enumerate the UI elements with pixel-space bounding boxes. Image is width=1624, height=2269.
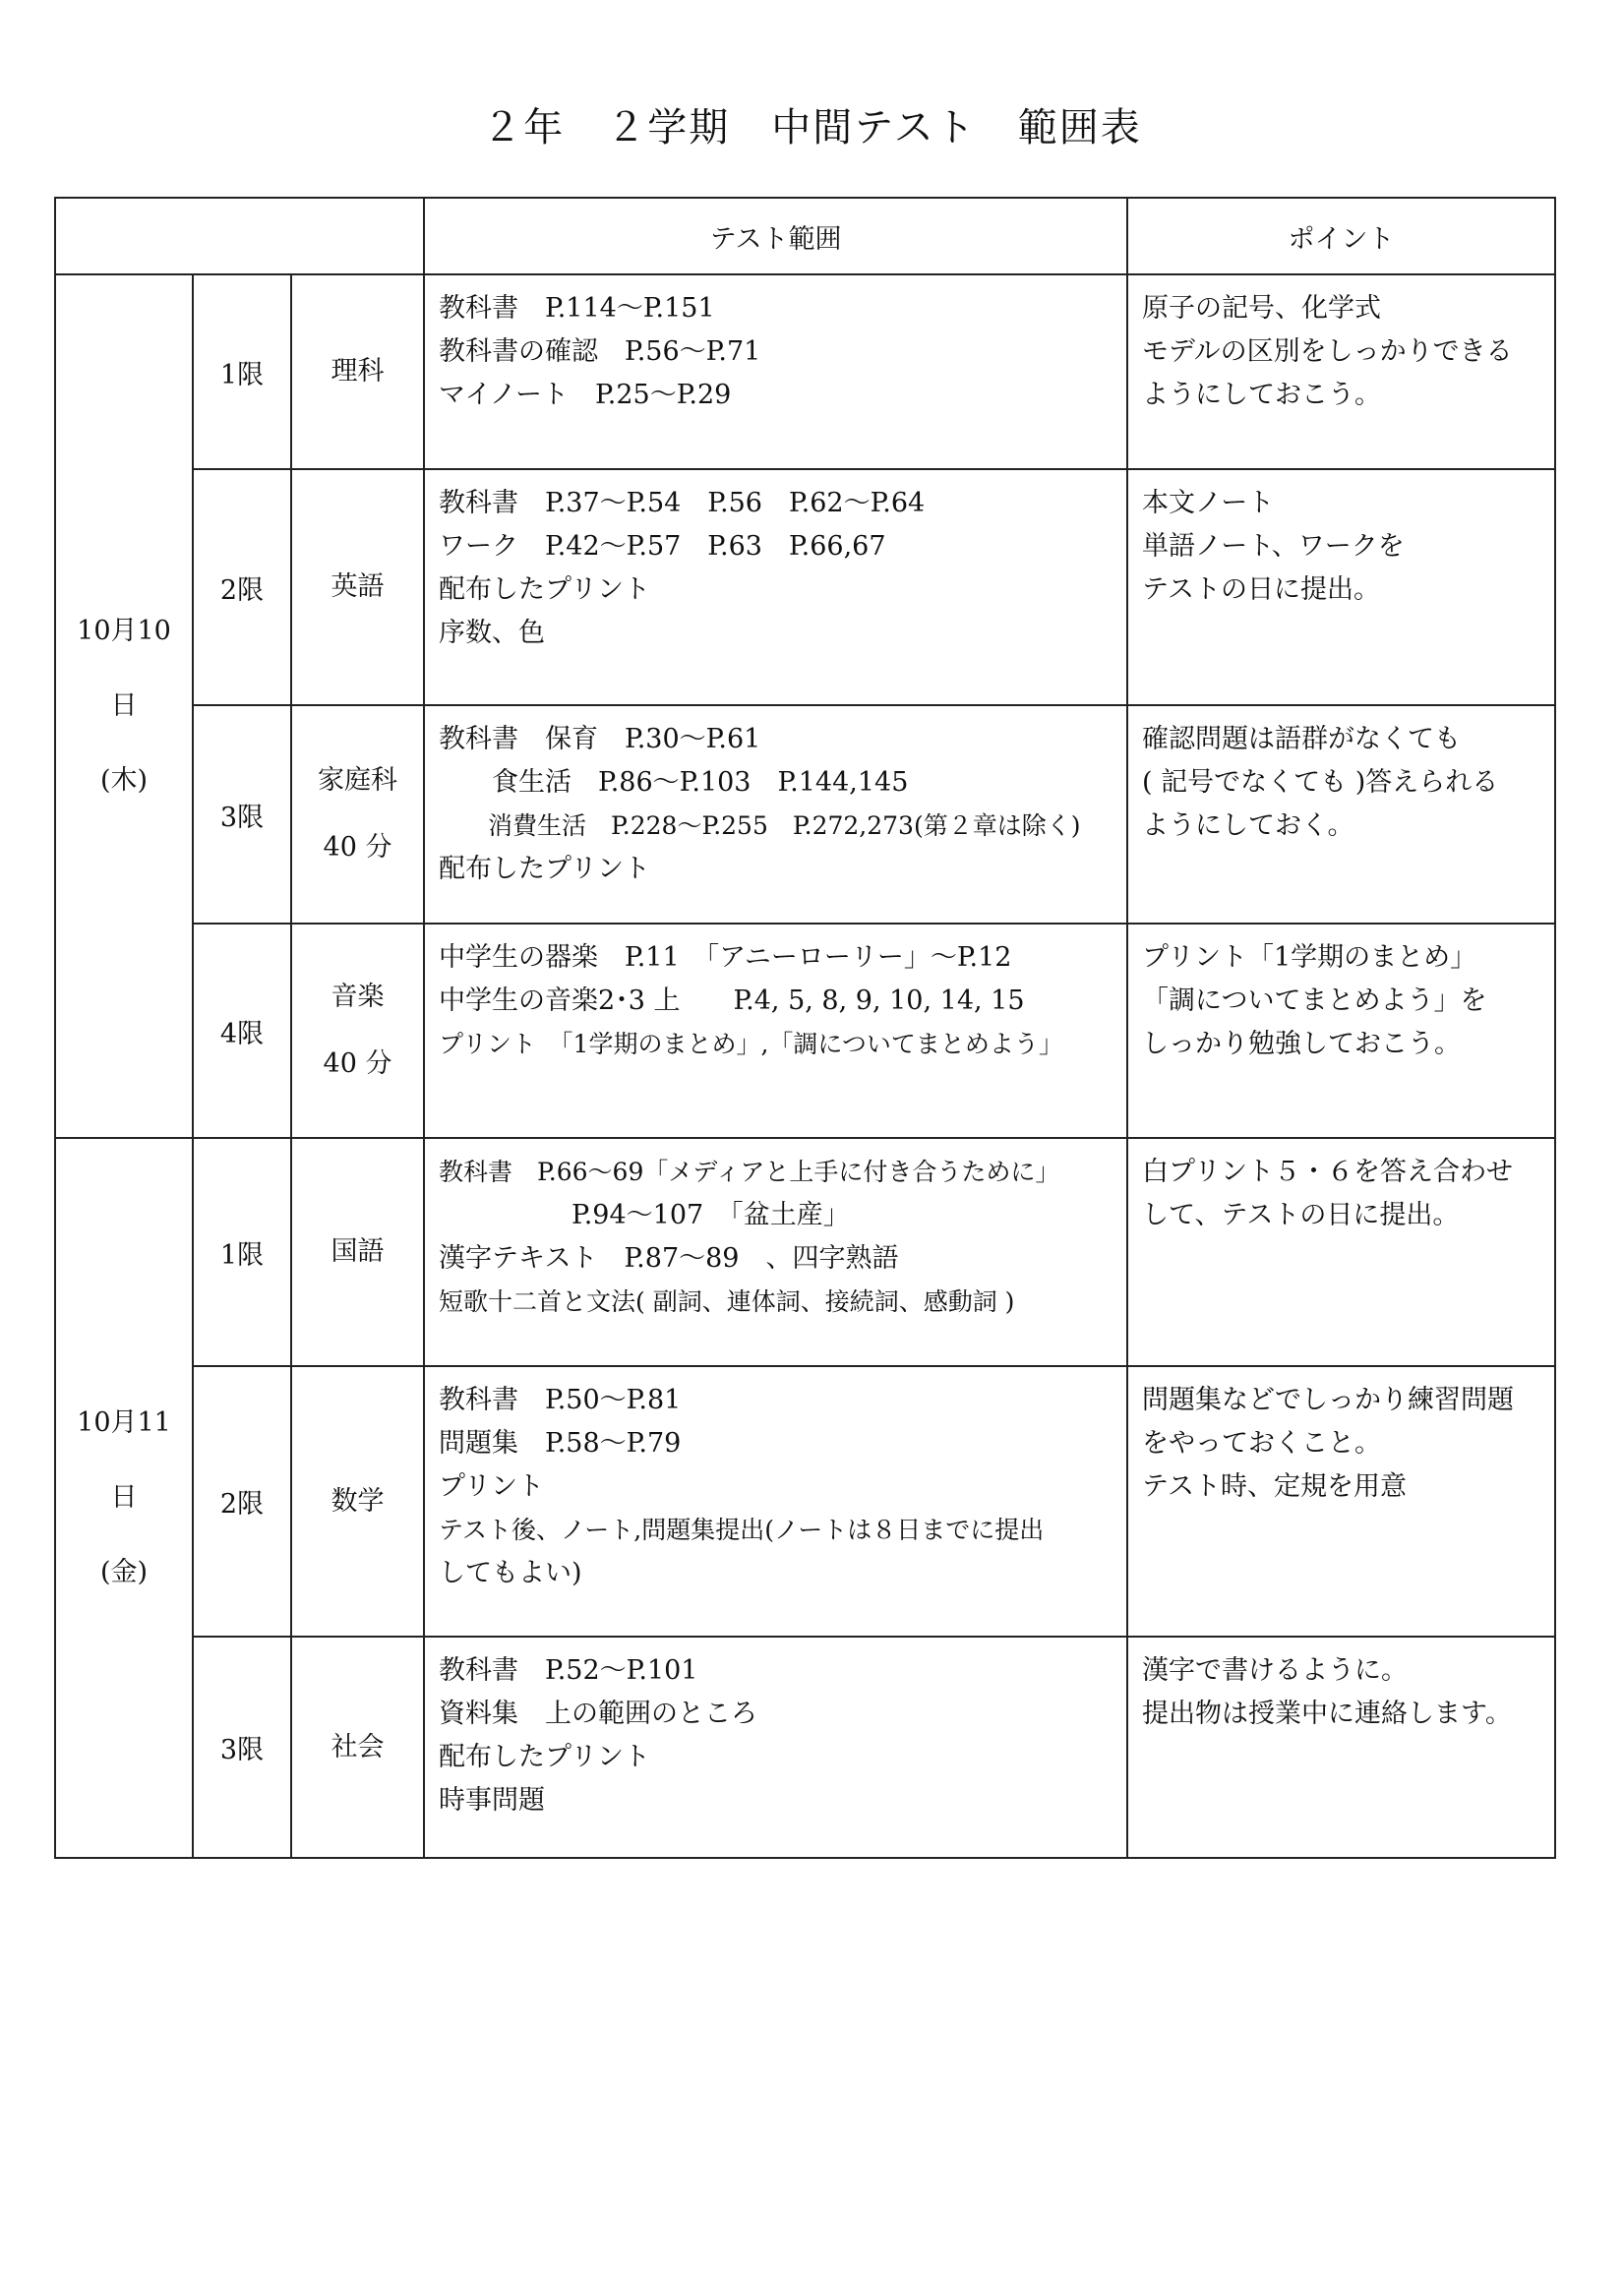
table-row [55, 1637, 1555, 1858]
scope-line: 教科書 保育 P.30～P.61 [439, 724, 761, 754]
scope-line: 教科書の確認 P.56～P.71 [439, 336, 761, 367]
point-line: プリント「1学期のまとめ」 [1142, 942, 1477, 973]
scope-cell [424, 1138, 1127, 1366]
scope-line: 教科書 P.52～P.101 [439, 1655, 698, 1686]
point-line: をやっておくこと。 [1142, 1428, 1382, 1459]
scope-line: 漢字テキスト P.87～89 、四字熟語 [439, 1243, 899, 1274]
scope-line: 教科書 P.114～P.151 [439, 293, 715, 324]
scope-line: 中学生の音楽2･3 上 P.4, 5, 8, 9, 10, 14, 15 [439, 985, 1025, 1016]
scope-line: プリント 「1学期のまとめ」,「調についてまとめよう」 [439, 1030, 1063, 1058]
period-cell: 1限 [193, 274, 291, 469]
scope-line: してもよい) [439, 1558, 582, 1588]
point-line: 白プリント５・６を答え合わせ [1142, 1157, 1513, 1187]
header-blank-cell [55, 198, 424, 274]
period-cell: 4限 [193, 924, 291, 1138]
subject-label: 国語 [331, 1236, 385, 1267]
scope-line: 配布したプリント [439, 574, 650, 605]
test-range-table [54, 197, 1556, 1859]
subject-label: 社会 [331, 1731, 385, 1762]
point-line: 原子の記号、化学式 [1142, 293, 1382, 324]
scope-line: 食生活 P.86～P.103 P.144,145 [439, 767, 909, 798]
subject-label: 音楽 [331, 982, 385, 1012]
point-cell [1127, 924, 1555, 1138]
scope-line: 時事問題 [439, 1785, 546, 1816]
subject-label: 理科 [331, 356, 385, 387]
table-row [55, 1138, 1555, 1366]
subject-english [291, 469, 424, 705]
scope-line: 序数、色 [439, 618, 546, 648]
scope-cell [424, 1366, 1127, 1637]
scope-line: 教科書 P.37～P.54 P.56 P.62～P.64 [439, 488, 926, 518]
period-cell: 1限 [193, 1138, 291, 1366]
point-cell [1127, 1138, 1555, 1366]
point-line: 問題集などでしっかり練習問題 [1142, 1385, 1515, 1415]
point-cell [1127, 1366, 1555, 1637]
table-row [55, 274, 1555, 469]
scope-line: 教科書 P.66～69「メディアと上手に付き合うために」 [439, 1158, 1060, 1186]
subject-label: 英語 [331, 571, 385, 602]
day-weekday: (金) [99, 1557, 149, 1587]
subject-label: 家庭科 [318, 765, 398, 796]
day-cell-oct10 [55, 274, 193, 1138]
point-line: モデルの区別をしっかりできる [1142, 336, 1513, 367]
scope-line: 教科書 P.50～P.81 [439, 1385, 682, 1415]
point-line: ようにしておこう。 [1142, 380, 1382, 410]
table-row [55, 1366, 1555, 1637]
day-weekday: (木) [99, 765, 149, 796]
point-cell [1127, 274, 1555, 469]
point-line: 漢字で書けるように。 [1142, 1655, 1409, 1686]
subject-label: 数学 [331, 1485, 385, 1517]
scope-line: ワーク P.42～P.57 P.63 P.66,67 [439, 531, 886, 562]
point-line: テストの日に提出。 [1142, 574, 1380, 605]
subject-duration: 40 分 [323, 832, 392, 863]
scope-line: テスト後、ノート,問題集提出(ノートは８日までに提出 [439, 1516, 1045, 1544]
subject-music [291, 924, 424, 1138]
period-cell: 2限 [193, 469, 291, 705]
subject-duration: 40 分 [323, 1048, 392, 1079]
subject-home-economics [291, 705, 424, 924]
scope-line: 中学生の器楽 P.11 「アニーローリー」～P.12 [439, 942, 1012, 973]
scope-line: マイノート P.25～P.29 [439, 380, 732, 410]
scope-line: 配布したプリント [439, 1742, 650, 1772]
day-cell-oct11 [55, 1138, 193, 1858]
scope-cell [424, 1637, 1127, 1858]
header-row [55, 198, 1555, 274]
day-date: 10月11 [77, 1407, 171, 1438]
period-cell: 2限 [193, 1366, 291, 1637]
scope-line: 資料集 上の範囲のところ [439, 1699, 758, 1729]
scope-cell [424, 924, 1127, 1138]
point-line: 単語ノート、ワークを [1142, 531, 1405, 562]
point-cell [1127, 705, 1555, 924]
point-line: 確認問題は語群がなくても [1142, 724, 1462, 754]
page-title: ２年 ２学期 中間テスト 範囲表 [482, 105, 1142, 150]
point-line: ( 記号でなくても )答えられる [1142, 767, 1499, 798]
scope-cell [424, 469, 1127, 705]
subject-social-studies [291, 1637, 424, 1858]
point-line: 提出物は授業中に連絡します。 [1142, 1699, 1512, 1729]
subject-science [291, 274, 424, 469]
point-line: 「調についてまとめよう」を [1142, 985, 1487, 1016]
point-line: テスト時、定規を用意 [1142, 1471, 1407, 1502]
table-row [55, 705, 1555, 924]
scope-line: 問題集 P.58～P.79 [439, 1428, 682, 1459]
point-line: しっかり勉強しておこう。 [1142, 1029, 1462, 1059]
day-date: 10月10 [77, 616, 171, 646]
scope-line: 消費生活 P.228～P.255 P.272,273(第２章は除く) [439, 811, 1081, 840]
scope-line: プリント [439, 1471, 544, 1502]
point-cell [1127, 469, 1555, 705]
point-line: 本文ノート [1142, 488, 1275, 518]
point-cell [1127, 1637, 1555, 1858]
day-date-unit: 日 [110, 690, 138, 721]
point-line: して、テストの日に提出。 [1142, 1200, 1460, 1230]
scope-line: 短歌十二首と文法( 副詞、連体詞、接続詞、感動詞 ) [439, 1287, 1015, 1316]
subject-math [291, 1366, 424, 1637]
scope-line: P.94～107 「盆土産」 [439, 1200, 850, 1230]
subject-japanese [291, 1138, 424, 1366]
period-cell: 3限 [193, 1637, 291, 1858]
scope-cell [424, 274, 1127, 469]
day-date-unit: 日 [110, 1482, 138, 1513]
point-line: ようにしておく。 [1142, 810, 1354, 841]
period-cell: 3限 [193, 705, 291, 924]
scope-cell [424, 705, 1127, 924]
table-row [55, 469, 1555, 705]
scope-line: 配布したプリント [439, 854, 650, 884]
header-point: ポイント [1127, 198, 1555, 274]
header-scope: テスト範囲 [424, 198, 1127, 274]
table-row [55, 924, 1555, 1138]
